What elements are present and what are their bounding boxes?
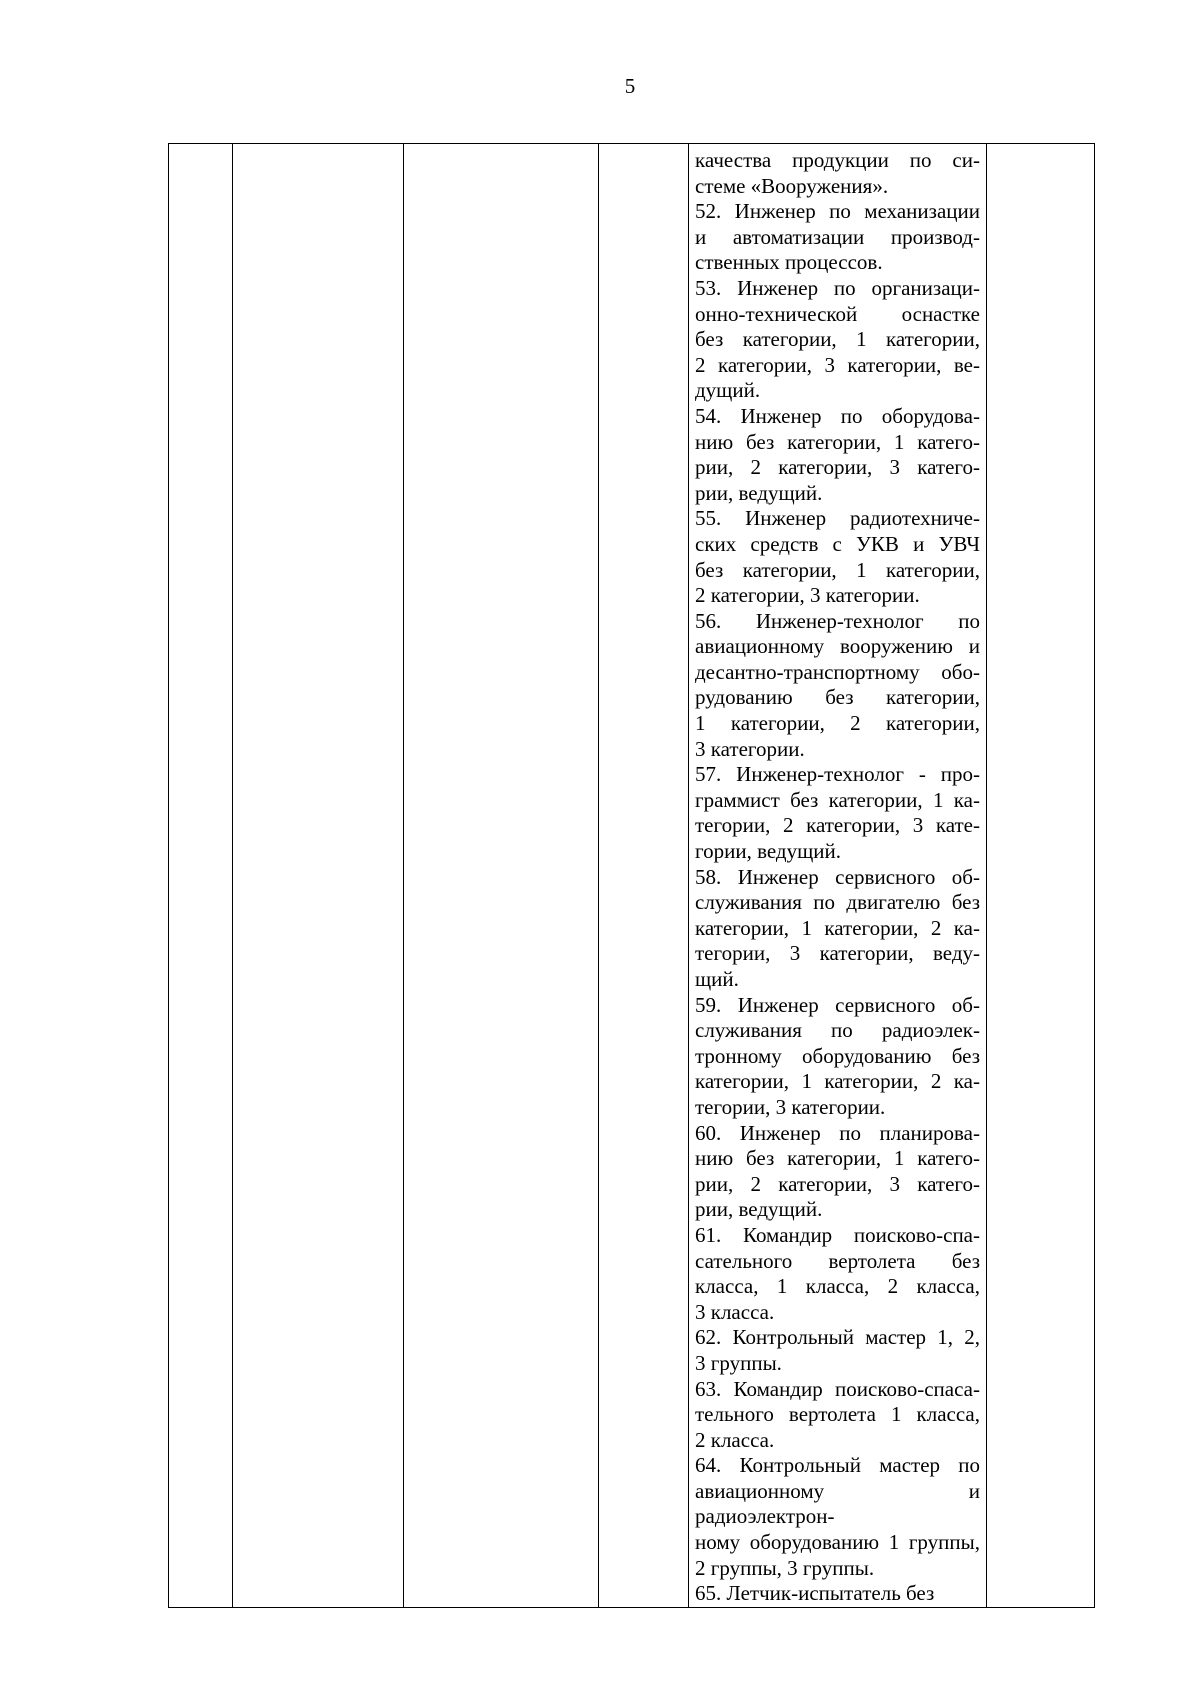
entry-line: гории, ведущий. — [695, 839, 841, 864]
entry-line: рии, ведущий. — [695, 1197, 823, 1222]
entry-line: нию без категории, 1 катего- — [695, 429, 980, 454]
entry-line: 2 категории, 3 категории, ве- — [695, 352, 980, 377]
entry-line: тронному оборудованию без — [695, 1043, 980, 1068]
list-item-entry-52 — [695, 199, 980, 276]
entry-line: 2 группы, 3 группы. — [695, 1555, 875, 1580]
list-item-entry-65 — [695, 1581, 980, 1607]
entry-line: служивания по радиоэлек- — [695, 1018, 980, 1043]
list-item-entry-55 — [695, 506, 980, 608]
page-number: 5 — [624, 74, 636, 98]
entry-line: служивания по двигателю без — [695, 890, 980, 915]
entry-line: рии, ведущий. — [695, 480, 823, 505]
list-item-entry-63 — [695, 1377, 980, 1454]
entry-line: 64. Контрольный мастер по — [695, 1453, 980, 1478]
entry-line: тегории, 2 категории, 3 кате- — [695, 813, 980, 838]
entry-line: категории, 1 категории, 2 ка- — [695, 915, 980, 940]
entry-line: 58. Инженер сервисного об- — [695, 864, 980, 889]
list-item-entry-53 — [695, 276, 980, 404]
entry-line: тельного вертолета 1 класса, — [695, 1402, 980, 1427]
entry-line: щий. — [695, 967, 739, 991]
list-item-entry-cont — [695, 148, 980, 199]
entry-line: стеме «Вооружения». — [695, 173, 889, 198]
entry-line: тегории, 3 категории. — [695, 1094, 886, 1119]
entry-line: и автоматизации производ- — [695, 224, 980, 249]
entry-line: нию без категории, 1 катего- — [695, 1146, 980, 1171]
entry-line: 56. Инженер-технолог по — [695, 608, 980, 633]
entry-line: рудованию без категории, — [695, 685, 980, 710]
entry-line: рии, 2 категории, 3 катего- — [695, 455, 980, 480]
table-cell-col-6 — [987, 144, 1095, 1608]
entry-line: 60. Инженер по планирова- — [695, 1120, 980, 1145]
entry-line: 1 категории, 2 категории, — [695, 711, 980, 736]
list-item-entry-58 — [695, 865, 980, 993]
list-item-entry-62 — [695, 1325, 980, 1376]
table-cell-col-3 — [404, 144, 599, 1608]
entry-line: тегории, 3 категории, веду- — [695, 941, 980, 966]
list-item-entry-60 — [695, 1121, 980, 1223]
entry-line: 3 класса. — [695, 1299, 775, 1324]
entry-line: 65. Летчик-испытатель без — [695, 1581, 935, 1606]
list-item-entry-59 — [695, 993, 980, 1121]
entry-line: 57. Инженер-технолог - про- — [695, 762, 980, 787]
entry-line: онно-технической оснастке — [695, 301, 980, 326]
entry-line: рии, 2 категории, 3 катего- — [695, 1171, 980, 1196]
entry-line: ственных процессов. — [695, 250, 883, 275]
entry-line: 3 группы. — [695, 1350, 782, 1375]
entry-line: без категории, 1 категории, — [695, 557, 980, 582]
entry-line: авиационному и радиоэлектрон- — [695, 1478, 980, 1529]
entry-line: авиационному вооружению и — [695, 634, 980, 659]
entry-line: ному оборудованию 1 группы, — [695, 1530, 980, 1555]
list-item-entry-56 — [695, 609, 980, 763]
table-cell-col-1 — [169, 144, 233, 1608]
table-cell-positions-list — [689, 144, 987, 1608]
entry-line: ских средств с УКВ и УВЧ — [695, 531, 980, 556]
list-item-entry-54 — [695, 404, 980, 506]
table-row — [169, 144, 1095, 1608]
table-cell-col-2 — [233, 144, 404, 1608]
entry-line: сательного вертолета без — [695, 1248, 980, 1273]
positions-list — [695, 148, 980, 1607]
list-item-entry-64 — [695, 1453, 980, 1581]
list-item-entry-57 — [695, 762, 980, 864]
entry-line: 63. Командир поисково-спаса- — [695, 1376, 980, 1401]
entry-line: качества продукции по си- — [695, 148, 980, 172]
entry-line: 62. Контрольный мастер 1, 2, — [695, 1325, 980, 1350]
entry-line: дущий. — [695, 378, 761, 403]
entry-line: без категории, 1 категории, — [695, 327, 980, 352]
table-cell-col-4 — [599, 144, 689, 1608]
entry-line: 53. Инженер по организаци- — [695, 275, 980, 300]
entry-line: 3 категории. — [695, 736, 805, 761]
entry-line: класса, 1 класса, 2 класса, — [695, 1274, 980, 1299]
list-item-entry-61 — [695, 1223, 980, 1325]
entry-line: 55. Инженер радиотехниче- — [695, 506, 980, 531]
document-table — [168, 143, 1095, 1608]
entry-line: 52. Инженер по механизации — [695, 199, 980, 224]
entry-line: граммист без категории, 1 ка- — [695, 787, 980, 812]
entry-line: 61. Командир поисково-спа- — [695, 1222, 980, 1247]
entry-line: 2 класса. — [695, 1427, 775, 1452]
entry-line: 54. Инженер по оборудова- — [695, 403, 980, 428]
entry-line: десантно-транспортному обо- — [695, 659, 980, 684]
entry-line: категории, 1 категории, 2 ка- — [695, 1069, 980, 1094]
entry-line: 2 категории, 3 категории. — [695, 583, 920, 608]
entry-line: 59. Инженер сервисного об- — [695, 992, 980, 1017]
